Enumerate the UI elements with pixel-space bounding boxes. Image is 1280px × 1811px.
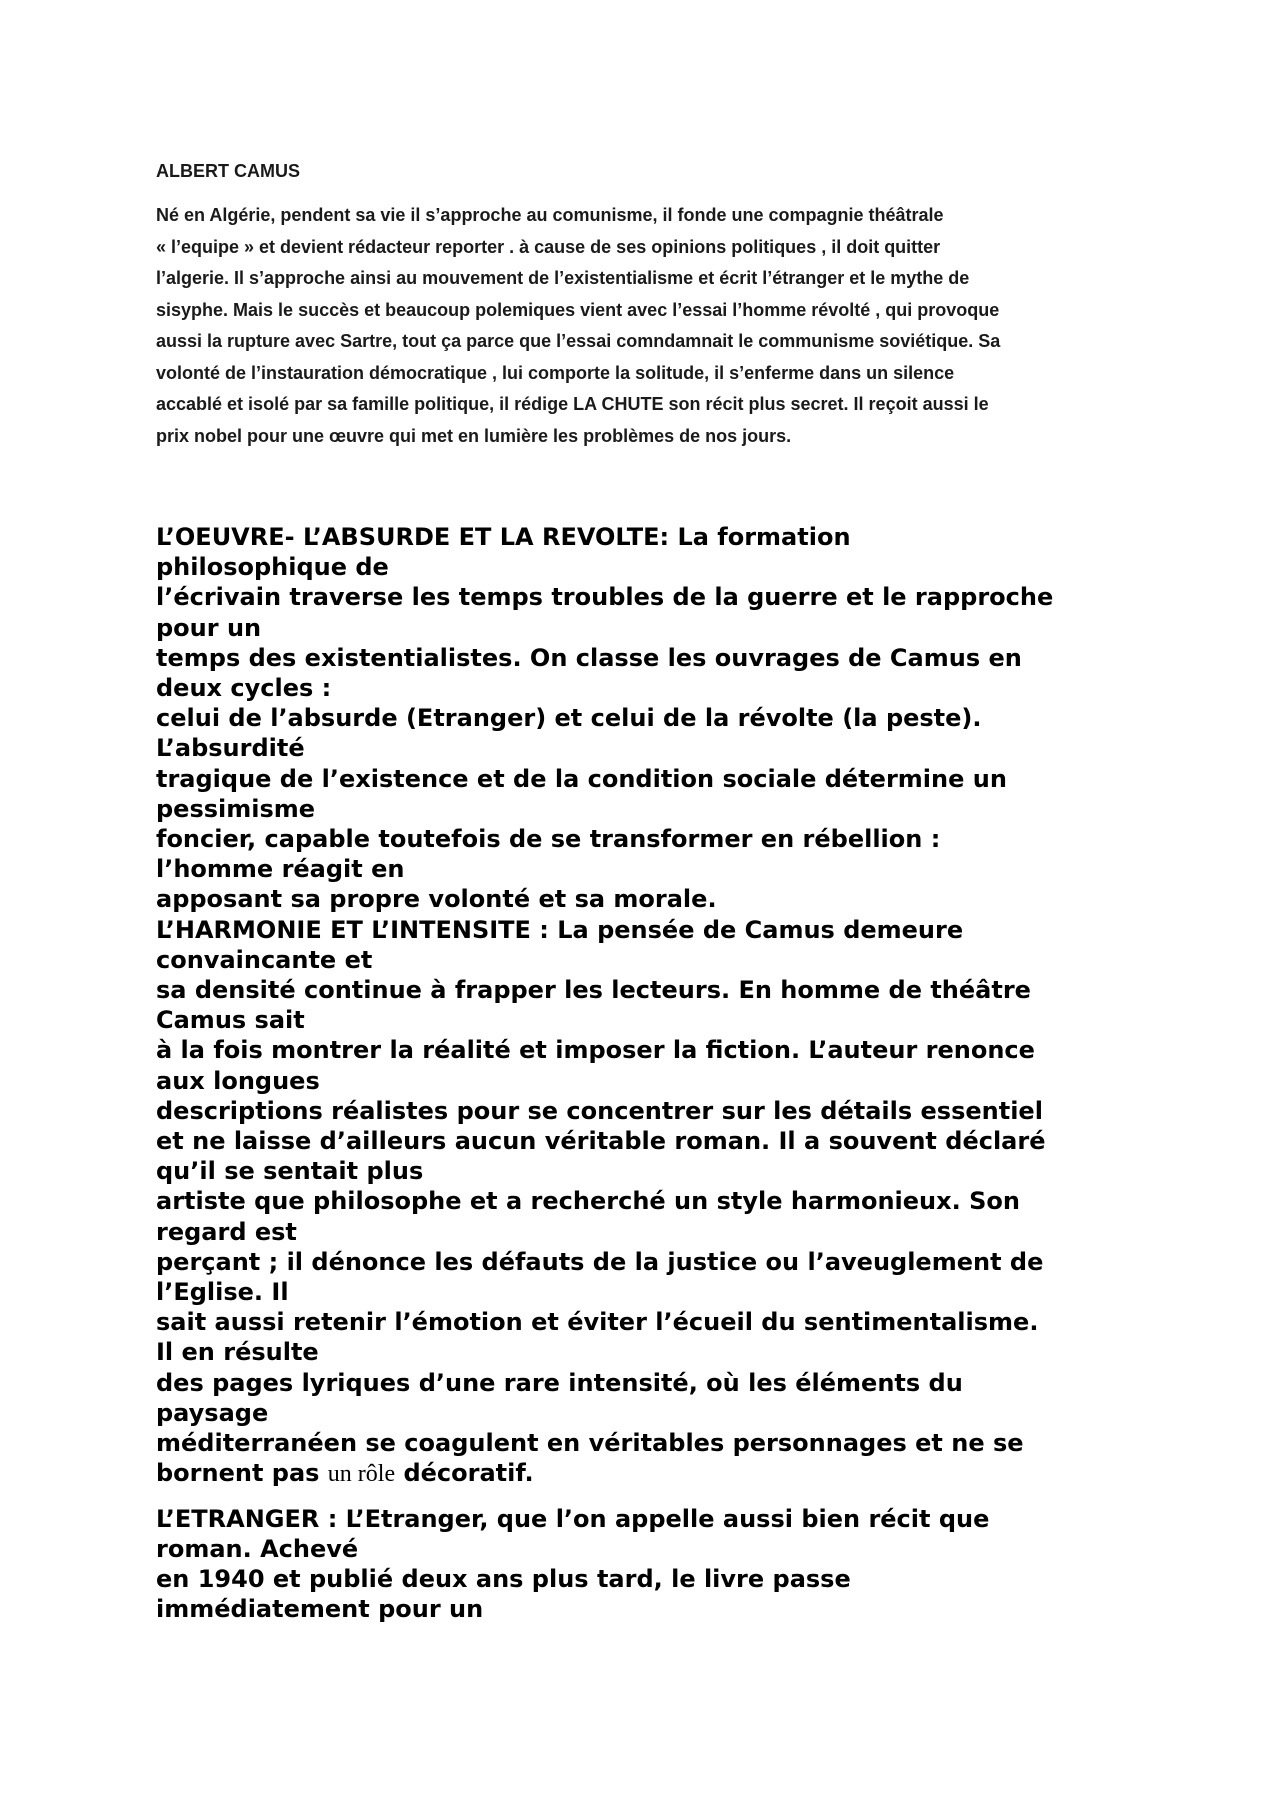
- essay-line: apposant sa propre volonté et sa morale.: [156, 885, 717, 914]
- essay-line: à la fois montrer la réalité et imposer la fiction. L’auteur renonce: [156, 1036, 1035, 1065]
- essay-line: philosophique de: [156, 553, 389, 582]
- biography-section: [156, 158, 1136, 452]
- bio-line: aussi la rupture avec Sartre, tout ça parce que l’essai comndamnait le communisme soviétique. Sa: [156, 331, 1001, 351]
- essay-line: sa densité continue à frapper les lecteurs. En homme de théâtre: [156, 976, 1031, 1005]
- last-line-part-3: décoratif.: [395, 1459, 534, 1488]
- essay-line: immédiatement pour un: [156, 1595, 484, 1624]
- essay-line: aux longues: [156, 1066, 320, 1095]
- oeuvre-section: [156, 522, 1156, 1624]
- essay-line: qu’il se sentait plus: [156, 1157, 424, 1186]
- essay-line: convaincante et: [156, 945, 373, 974]
- essay-line: temps des existentialistes. On classe les ouvrages de Camus en: [156, 643, 1022, 672]
- essay-line: descriptions réalistes pour se concentrer sur les détails essentiel: [156, 1096, 1043, 1125]
- last-line-part-1: bornent pas: [156, 1459, 328, 1488]
- essay-line: Il en résulte: [156, 1338, 319, 1367]
- bio-line: Né en Algérie, pendent sa vie il s’approche au comunisme, il fonde une compagnie théâtrale: [156, 205, 944, 225]
- essay-line: et ne laisse d’ailleurs aucun véritable roman. Il a souvent déclaré: [156, 1127, 1046, 1156]
- bio-line: l’algerie. Il s’approche ainsi au mouvement de l’existentialisme et écrit l’étranger et le mythe de: [156, 268, 970, 288]
- essay-line: des pages lyriques d’une rare intensité, où les éléments du: [156, 1368, 963, 1397]
- essay-line: tragique de l’existence et de la condition sociale détermine un: [156, 764, 1007, 793]
- bio-line: prix nobel pour une œuvre qui met en lumière les problèmes de nos jours.: [156, 425, 792, 446]
- oeuvre-paragraph: [156, 522, 1156, 1490]
- essay-line: sait aussi retenir l’émotion et éviter l’écueil du sentimentalisme.: [156, 1308, 1039, 1337]
- essay-line: L’ETRANGER : L’Etranger, que l’on appelle aussi bien récit que: [156, 1504, 990, 1533]
- essay-line: perçant ; il dénonce les défauts de la justice ou l’aveuglement de: [156, 1247, 1044, 1276]
- essay-line: foncier, capable toutefois de se transformer en rébellion :: [156, 825, 941, 854]
- bio-line: accablé et isolé par sa famille politique, il rédige LA CHUTE son récit plus secret. Il reçoit aussi le: [156, 394, 989, 414]
- essay-line: L’OEUVRE- L’ABSURDE ET LA REVOLTE: La formation: [156, 523, 851, 551]
- essay-line: l’Eglise. Il: [156, 1278, 289, 1307]
- essay-line: regard est: [156, 1217, 297, 1246]
- essay-line: l’homme réagit en: [156, 855, 405, 884]
- essay-line: méditerranéen se coagulent en véritables personnages et ne se: [156, 1429, 1024, 1458]
- etranger-paragraph: [156, 1504, 1156, 1625]
- paragraph-spacer: [156, 1490, 1156, 1504]
- essay-line: paysage: [156, 1398, 269, 1427]
- last-line-serif-part: un rôle: [327, 1461, 396, 1488]
- essay-line: roman. Achevé: [156, 1534, 359, 1563]
- essay-line: pessimisme: [156, 794, 316, 823]
- essay-line: en 1940 et publié deux ans plus tard, le livre passe: [156, 1564, 851, 1593]
- biography-paragraph: [156, 200, 1136, 452]
- essay-line: deux cycles :: [156, 674, 332, 703]
- essay-last-line: [156, 1458, 1156, 1489]
- essay-line: artiste que philosophe et a recherché un style harmonieux. Son: [156, 1187, 1020, 1216]
- essay-line: pour un: [156, 613, 262, 642]
- essay-line: l’écrivain traverse les temps troubles de la guerre et le rapproche: [156, 583, 1054, 612]
- essay-line: L’absurdité: [156, 734, 305, 763]
- bio-line: volonté de l’instauration démocratique , lui comporte la solitude, il s’enferme dans un silence: [156, 362, 955, 383]
- document-title: ALBERT CAMUS: [156, 161, 300, 181]
- essay-line: celui de l’absurde (Etranger) et celui de la révolte (la peste).: [156, 704, 982, 733]
- essay-line: Camus sait: [156, 1006, 305, 1035]
- essay-line: L’HARMONIE ET L’INTENSITE : La pensée de Camus demeure: [156, 915, 964, 944]
- bio-line: sisyphe. Mais le succès et beaucoup polemiques vient avec l’essai l’homme révolté , qui provoque: [156, 299, 1000, 320]
- bio-line: « l’equipe » et devient rédacteur reporter . à cause de ses opinions politiques , il doit quitter: [156, 236, 941, 257]
